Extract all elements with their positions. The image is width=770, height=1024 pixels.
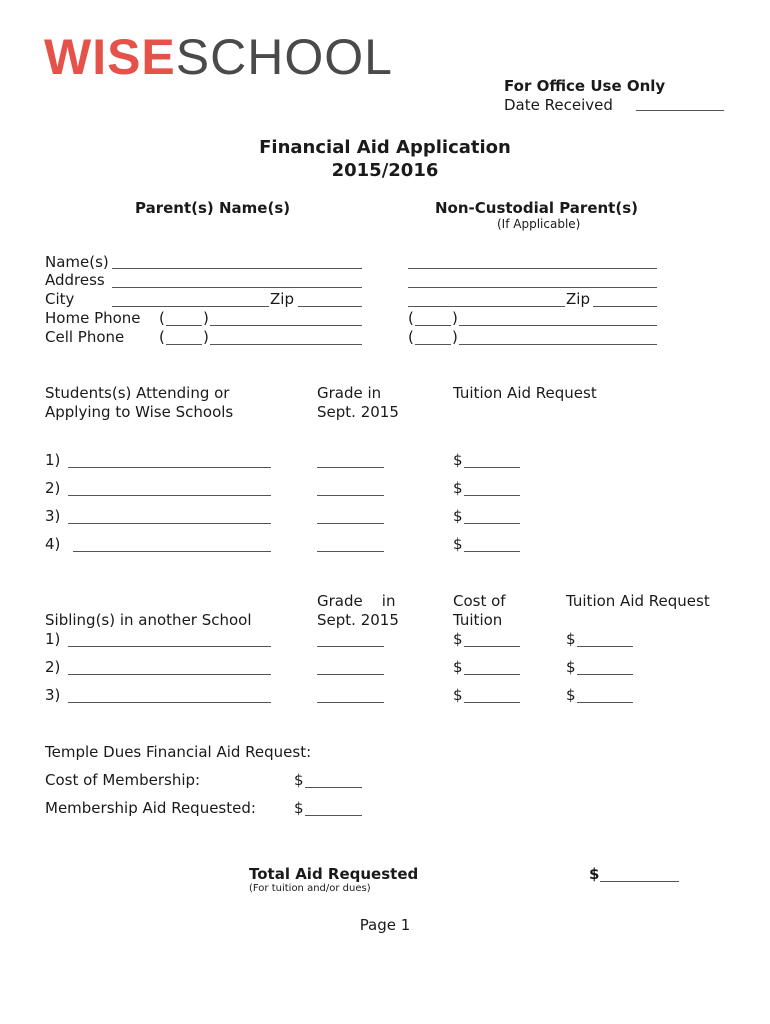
nc-home-paren-open: ( [408, 309, 414, 327]
sibling-row-number: 2) [45, 658, 61, 676]
page-number: Page 1 [359, 916, 411, 934]
cell-phone-label: Cell Phone [45, 328, 125, 346]
nc-home-area-field[interactable] [415, 325, 451, 326]
student-row-number: 2) [45, 479, 61, 497]
home-phone-paren-close: ) [203, 309, 209, 327]
student-aid-field[interactable] [464, 551, 520, 552]
office-use-title: For Office Use Only [504, 77, 666, 95]
tuition-aid-header: Tuition Aid Request [453, 384, 597, 402]
student-grade-field[interactable] [317, 467, 384, 468]
sibling-grade-field[interactable] [317, 646, 384, 647]
non-custodial-header: Non-Custodial Parent(s) [435, 199, 638, 217]
nc-cell-paren-close: ) [452, 328, 458, 346]
sibling-grade-header-line2: Sept. 2015 [317, 611, 399, 629]
student-row-number: 3) [45, 507, 61, 525]
grade-header-line2: Sept. 2015 [317, 403, 399, 421]
temple-dues-title: Temple Dues Financial Aid Request: [45, 743, 312, 761]
currency-symbol: $ [453, 507, 463, 525]
parent-names-field[interactable] [112, 268, 362, 269]
nc-address-field[interactable] [408, 287, 657, 288]
total-aid-field[interactable] [600, 881, 679, 882]
student-name-field[interactable] [68, 467, 271, 468]
nc-zip-field[interactable] [593, 306, 657, 307]
nc-cell-area-field[interactable] [415, 344, 451, 345]
membership-aid-label: Membership Aid Requested: [45, 799, 256, 817]
parent-cell-phone-field[interactable] [210, 344, 362, 345]
total-aid-note: (For tuition and/or dues) [249, 883, 371, 894]
currency-symbol: $ [453, 686, 463, 704]
student-row-number: 1) [45, 451, 61, 469]
student-aid-field[interactable] [464, 495, 520, 496]
sibling-name-field[interactable] [68, 702, 271, 703]
parent-zip-label: Zip [270, 290, 294, 308]
cell-phone-paren-open: ( [159, 328, 165, 346]
currency-symbol: $ [589, 865, 600, 883]
if-applicable-note: (If Applicable) [497, 217, 581, 231]
total-aid-label: Total Aid Requested [249, 865, 419, 883]
cost-membership-field[interactable] [305, 787, 362, 788]
form-year: 2015/2016 [331, 160, 439, 181]
sibling-cost-field[interactable] [464, 702, 520, 703]
sibling-cost-field[interactable] [464, 674, 520, 675]
currency-symbol: $ [294, 771, 304, 789]
nc-home-phone-field[interactable] [459, 325, 657, 326]
nc-names-field[interactable] [408, 268, 657, 269]
sibling-grade-header-line1: Grade in [317, 592, 396, 610]
student-aid-field[interactable] [464, 467, 520, 468]
student-name-field[interactable] [68, 495, 271, 496]
sibling-row-number: 1) [45, 630, 61, 648]
students-header-line1: Students(s) Attending or [45, 384, 230, 402]
parents-header: Parent(s) Name(s) [135, 199, 291, 217]
student-grade-field[interactable] [317, 523, 384, 524]
currency-symbol: $ [294, 799, 304, 817]
student-grade-field[interactable] [317, 551, 384, 552]
membership-aid-field[interactable] [305, 815, 362, 816]
siblings-header: Sibling(s) in another School [45, 611, 252, 629]
parent-address-field[interactable] [112, 287, 362, 288]
sibling-row-number: 3) [45, 686, 61, 704]
currency-symbol: $ [453, 451, 463, 469]
student-name-field[interactable] [68, 523, 271, 524]
nc-zip-label: Zip [566, 290, 590, 308]
city-label: City [45, 290, 75, 308]
student-grade-field[interactable] [317, 495, 384, 496]
cell-phone-paren-close: ) [203, 328, 209, 346]
student-row-number: 4) [45, 535, 61, 553]
student-aid-field[interactable] [464, 523, 520, 524]
parent-cell-area-field[interactable] [166, 344, 202, 345]
sibling-tuition-aid-header: Tuition Aid Request [566, 592, 710, 610]
currency-symbol: $ [566, 658, 576, 676]
school-logo [44, 29, 393, 85]
nc-city-field[interactable] [408, 306, 565, 307]
currency-symbol: $ [453, 535, 463, 553]
cost-tuition-header-line1: Cost of [453, 592, 506, 610]
sibling-grade-field[interactable] [317, 702, 384, 703]
sibling-grade-field[interactable] [317, 674, 384, 675]
home-phone-label: Home Phone [45, 309, 141, 327]
address-label: Address [45, 271, 105, 289]
sibling-aid-field[interactable] [577, 674, 633, 675]
nc-cell-paren-open: ( [408, 328, 414, 346]
home-phone-paren-open: ( [159, 309, 165, 327]
currency-symbol: $ [566, 630, 576, 648]
sibling-aid-field[interactable] [577, 646, 633, 647]
date-received-label: Date Received [504, 96, 613, 114]
currency-symbol: $ [453, 479, 463, 497]
cost-tuition-header-line2: Tuition [453, 611, 503, 629]
currency-symbol: $ [453, 630, 463, 648]
student-name-field[interactable] [73, 551, 271, 552]
sibling-cost-field[interactable] [464, 646, 520, 647]
logo-school: SCHOOL [175, 29, 393, 85]
names-label: Name(s) [45, 253, 109, 271]
currency-symbol: $ [566, 686, 576, 704]
currency-symbol: $ [453, 658, 463, 676]
cost-membership-label: Cost of Membership: [45, 771, 201, 789]
parent-home-area-field[interactable] [166, 325, 202, 326]
parent-home-phone-field[interactable] [210, 325, 362, 326]
date-received-field[interactable] [636, 110, 724, 111]
form-title: Financial Aid Application [259, 137, 511, 158]
parent-city-field[interactable] [112, 306, 269, 307]
logo-wise: WISE [44, 29, 176, 85]
sibling-name-field[interactable] [68, 646, 271, 647]
parent-zip-field[interactable] [298, 306, 362, 307]
grade-header-line1: Grade in [317, 384, 382, 402]
nc-home-paren-close: ) [452, 309, 458, 327]
nc-cell-phone-field[interactable] [459, 344, 657, 345]
sibling-aid-field[interactable] [577, 702, 633, 703]
students-header-line2: Applying to Wise Schools [45, 403, 234, 421]
sibling-name-field[interactable] [68, 674, 271, 675]
